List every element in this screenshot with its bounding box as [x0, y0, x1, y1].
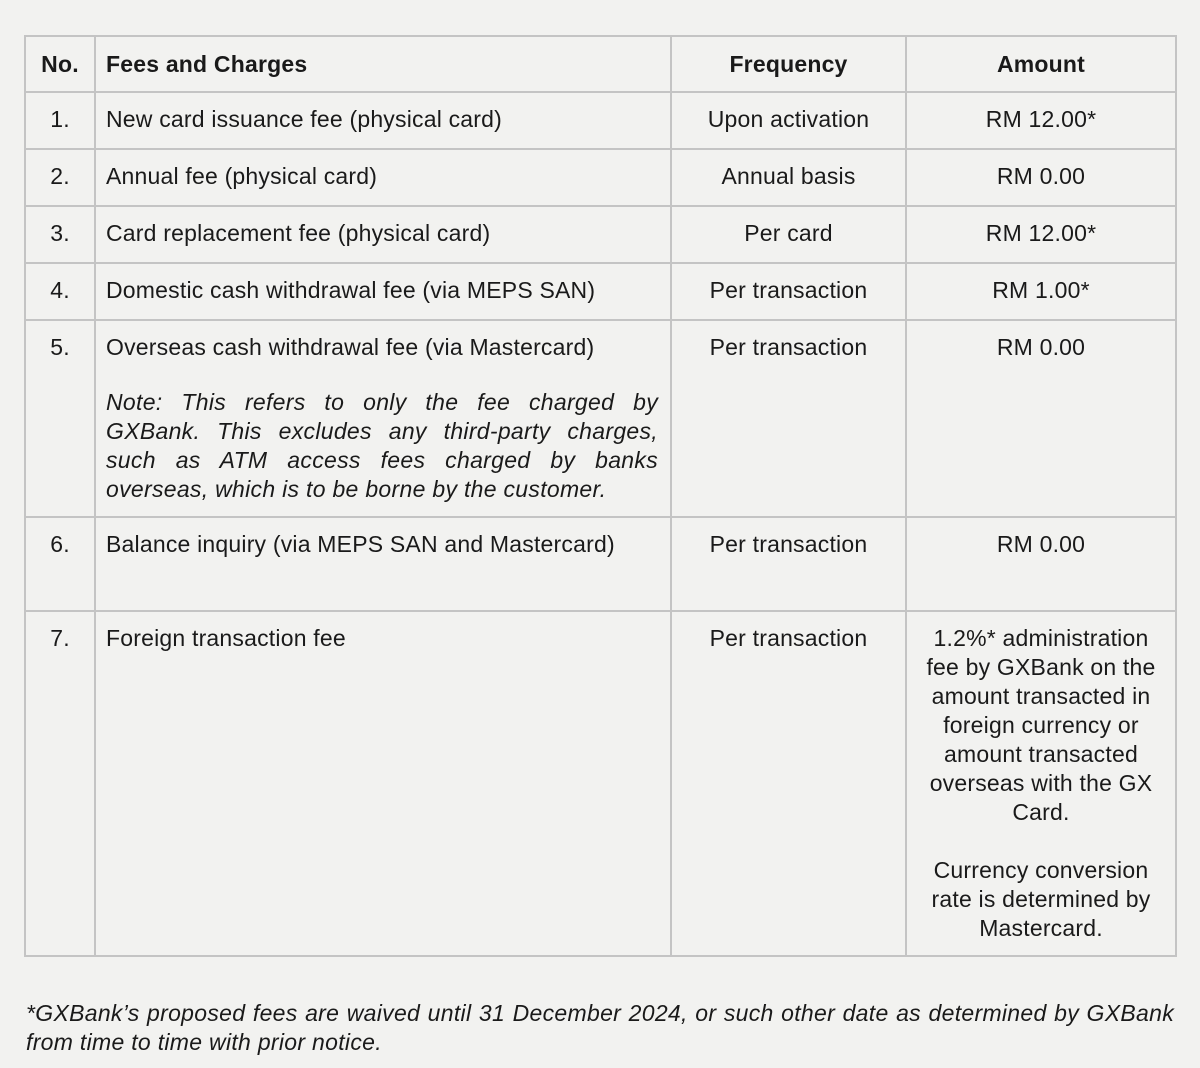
fee-amount: RM 1.00* [906, 263, 1176, 320]
fee-description: Overseas cash withdrawal fee (via Mastercard) [106, 334, 595, 360]
fee-frequency: Per card [671, 206, 906, 263]
row-number: 1. [25, 92, 95, 149]
fee-frequency: Annual basis [671, 149, 906, 206]
table-row [25, 149, 1176, 206]
fee-description: Foreign transaction fee [95, 611, 671, 956]
fee-description: Domestic cash withdrawal fee (via MEPS SAN) [95, 263, 671, 320]
fee-description: New card issuance fee (physical card) [95, 92, 671, 149]
table-row [25, 263, 1176, 320]
row-number: 2. [25, 149, 95, 206]
table-row [25, 206, 1176, 263]
row-number: 5. [25, 320, 95, 517]
fee-description: Balance inquiry (via MEPS SAN and Mastercard) [95, 517, 671, 611]
row-number: 3. [25, 206, 95, 263]
fee-amount-note: Currency conversion rate is determined by Mastercard. [931, 857, 1151, 941]
fee-amount: RM 0.00 [906, 517, 1176, 611]
header-fees-and-charges: Fees and Charges [95, 36, 671, 92]
fees-table [24, 35, 1177, 957]
fee-amount: 1.2%* administration fee by GXBank on the amount transacted in foreign currency or amount transacted overseas with the GX Card. [926, 625, 1156, 825]
footnote: *GXBank’s proposed fees are waived until 31 December 2024, or such other date as determined by GXBank from time to time with prior notice. [26, 1000, 1174, 1055]
fee-frequency: Per transaction [671, 517, 906, 611]
fee-amount: RM 12.00* [906, 206, 1176, 263]
row-number: 6. [25, 517, 95, 611]
fee-description: Annual fee (physical card) [95, 149, 671, 206]
header-amount: Amount [906, 36, 1176, 92]
fee-frequency: Per transaction [671, 263, 906, 320]
fee-amount: RM 0.00 [906, 149, 1176, 206]
fee-frequency: Per transaction [671, 611, 906, 956]
header-frequency: Frequency [671, 36, 906, 92]
row-number: 7. [25, 611, 95, 956]
fee-note: Note: This refers to only the fee charged by GXBank. This excludes any third-party charges, such as ATM access fees charged by banks overseas, which is to be borne by the customer. [106, 389, 658, 502]
table-header-row [25, 36, 1176, 92]
table-row [25, 611, 1176, 956]
row-number: 4. [25, 263, 95, 320]
fee-description: Card replacement fee (physical card) [95, 206, 671, 263]
header-no: No. [25, 36, 95, 92]
fee-frequency: Per transaction [671, 320, 906, 517]
table-row [25, 517, 1176, 611]
fee-frequency: Upon activation [671, 92, 906, 149]
fee-amount: RM 12.00* [906, 92, 1176, 149]
table-row [25, 320, 1176, 517]
fee-amount: RM 0.00 [906, 320, 1176, 517]
table-row [25, 92, 1176, 149]
fee-description-cell [95, 320, 671, 517]
fee-amount-cell [906, 611, 1176, 956]
